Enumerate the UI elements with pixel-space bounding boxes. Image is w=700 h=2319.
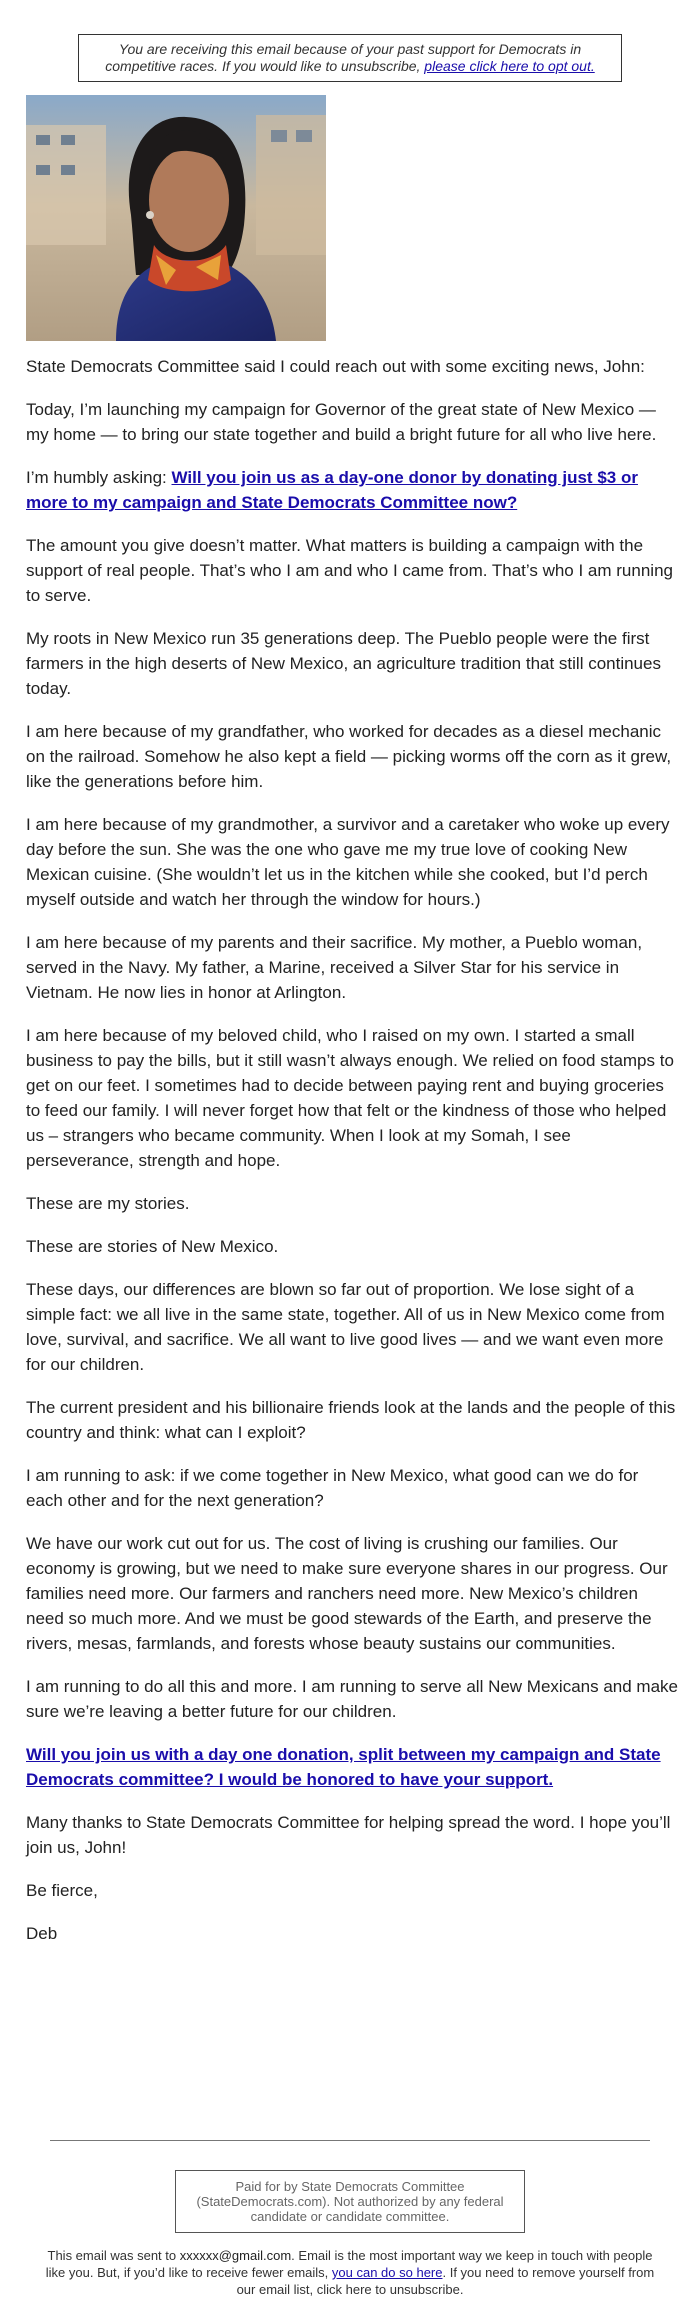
body-paragraph: I am running to ask: if we come together in New Mexico, what good can we do for each other and for the next generation? <box>26 1466 639 1510</box>
body-paragraph: These are stories of New Mexico. <box>26 1237 279 1256</box>
footer-pre: This email was sent to <box>47 2248 180 2263</box>
body-paragraph: The current president and his billionaire friends look at the lands and the people of this country and think: what can I exploit? <box>26 1398 676 1442</box>
donate-paragraph <box>26 1742 678 1792</box>
announcement-paragraph: Today, I’m launching my campaign for Governor of the great state of New Mexico — my home — to bring our state together and build a bright future for all who live here. <box>26 400 657 444</box>
paid-for-disclaimer: Paid for by State Democrats Committee (StateDemocrats.com). Not authorized by any federal candidate or candidate committee. <box>175 2170 525 2233</box>
body-paragraph: These days, our differences are blown so far out of proportion. We lose sight of a simple fact: we all live in the same state, together. All of us in New Mexico come from love, survival, and sacrifice. We all want to live good lives — and we want even more for our children. <box>26 1280 665 1374</box>
body-paragraph: I am here because of my beloved child, who I raised on my own. I started a small business to pay the bills, but it still wasn’t always enough. We relied on food stamps to get on our feet. I sometimes had to decide between paying rent and buying groceries to feed our family. I will never forget how that felt or the kindness of those who helped us – strangers who became community. When I look at my Somah, I see perseverance, strength and hope. <box>26 1026 674 1170</box>
email-body <box>26 354 678 1964</box>
greeting-paragraph: State Democrats Committee said I could reach out with some exciting news, John: <box>26 357 645 376</box>
body-paragraph: These are my stories. <box>26 1194 190 1213</box>
donate-link-primary[interactable]: Will you join us as a day-one donor by donating just $3 or more to my campaign and State Democrats Committee now? <box>26 468 638 512</box>
body-paragraph: We have our work cut out for us. The cost of living is crushing our families. Our economy is growing, but we need to make sure everyone shares in our progress. Our families need more. Our farmers and ranchers need more. New Mexico’s children need so much more. And we must be good stewards of the Earth, and preserve the rivers, mesas, farmlands, and forests whose beauty sustains our communities. <box>26 1534 668 1653</box>
footer-divider <box>50 2140 650 2141</box>
signature: Deb <box>26 1924 58 1943</box>
unsubscribe-notice <box>78 34 622 82</box>
candidate-portrait-image <box>26 95 326 341</box>
sign-off: Be fierce, <box>26 1881 98 1900</box>
body-paragraph: I am here because of my parents and their sacrifice. My mother, a Pueblo woman, served in the Navy. My father, a Marine, received a Silver Star for his service in Vietnam. He now lies in honor at Arlington. <box>26 933 643 1002</box>
fewer-emails-link[interactable]: you can do so here <box>331 2265 443 2280</box>
footer-post: . If you need to remove yourself from our email list, click here to unsubscribe. <box>236 2265 655 2297</box>
recipient-email: xxxxxx@gmail.com <box>179 2248 292 2263</box>
ask-paragraph <box>26 465 678 515</box>
opt-out-link[interactable]: please click here to opt out. <box>424 58 595 74</box>
body-paragraph: I am here because of my grandmother, a survivor and a caretaker who woke up every day before the sun. She was the one who gave me my true love of cooking New Mexican cuisine. (She wouldn’t let us in the kitchen while she cooked, but I’d perch myself outside and watch her through the window for hours.) <box>26 815 670 909</box>
ask-prefix: I’m humbly asking: <box>26 468 172 487</box>
thanks-paragraph: Many thanks to State Democrats Committee for helping spread the word. I hope you’ll join us, John! <box>26 1813 671 1857</box>
candidate-photo <box>26 95 326 341</box>
notice-text: You are receiving this email because of your past support for Democrats in competitive races. If you would like to unsubscribe, <box>105 41 582 74</box>
body-paragraph: My roots in New Mexico run 35 generations deep. The Pueblo people were the first farmers in the high deserts of New Mexico, an agriculture tradition that still continues today. <box>26 629 661 698</box>
footer-text <box>40 2247 660 2298</box>
footer-mid: . Email is the most important way we keep in touch with people like you. But, if you’d like to receive fewer emails, <box>45 2248 653 2280</box>
body-paragraph: I am running to do all this and more. I am running to serve all New Mexicans and make sure we’re leaving a better future for our children. <box>26 1677 678 1721</box>
body-paragraph: I am here because of my grandfather, who worked for decades as a diesel mechanic on the railroad. Somehow he also kept a field — picking worms off the corn as it grew, like the generations before him. <box>26 722 672 791</box>
donate-link-secondary[interactable]: Will you join us with a day one donation, split between my campaign and State Democrats committee? I would be honored to have your support. <box>26 1745 661 1789</box>
body-paragraph: The amount you give doesn’t matter. What matters is building a campaign with the support of real people. That’s who I am and who I came from. That’s who I am running to serve. <box>26 536 673 605</box>
